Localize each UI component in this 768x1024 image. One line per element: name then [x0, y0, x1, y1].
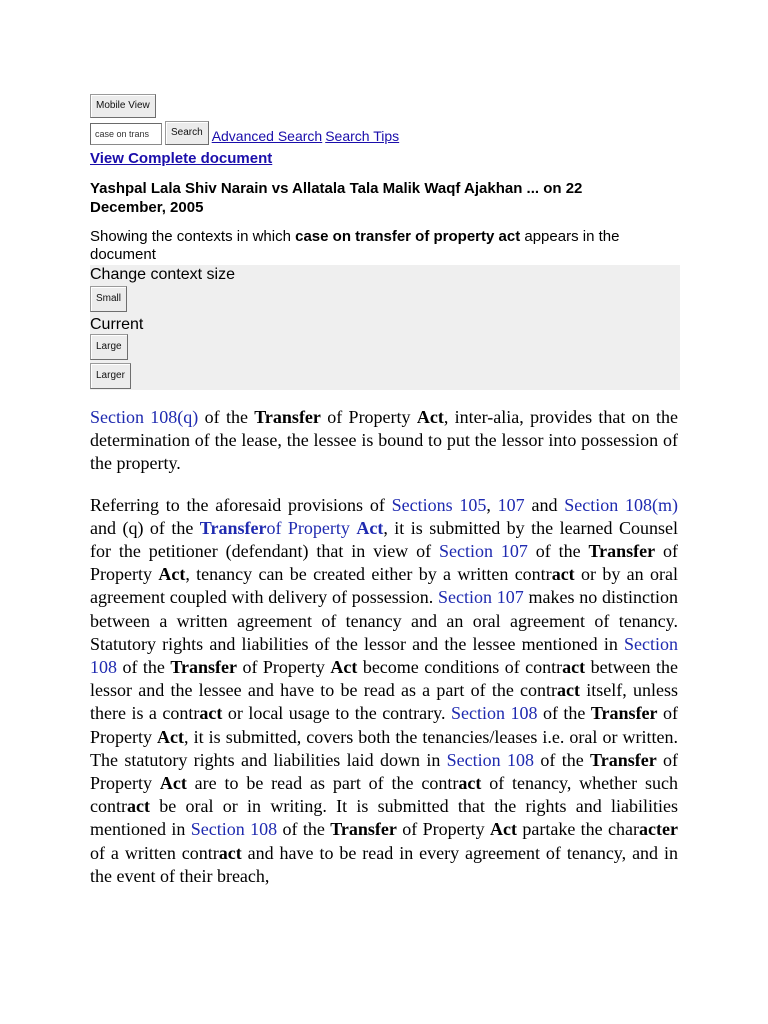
search-row [90, 121, 399, 145]
highlight-term: Transfer [588, 541, 656, 562]
context-query: case on transfer of property act [295, 228, 521, 245]
highlight-term: act [199, 703, 223, 724]
document-title: Yashpal Lala Shiv Narain vs Allatala Tala Malik Waqf Ajakhan ... on 22 December, 2005 [90, 180, 583, 216]
excerpt-text: and [524, 494, 565, 515]
large-context-button[interactable]: Large [90, 334, 128, 360]
excerpt-text: of Property [90, 749, 679, 794]
excerpt-text: of the [534, 749, 591, 770]
excerpt-text: , it is submitted by the learned Counsel for the petitioner (defendant) that in view of [90, 517, 679, 562]
excerpt-text: , inter-alia, provides that on the determination of the lease, the lessee is bound to put the lessor into possession of the property. [90, 407, 679, 474]
excerpt-text: of the [527, 541, 589, 562]
context-description [90, 228, 680, 264]
excerpt-text: of the [117, 657, 171, 678]
highlight-term: Act [416, 407, 444, 427]
search-input[interactable]: case on trans [90, 123, 162, 145]
excerpt-text: be oral or in writing. It is submitted that the rights and liabilities mentioned in [90, 796, 678, 840]
highlight-term: Transfer [590, 749, 657, 770]
excerpt-text: , it is submitted, covers both the tenancies/leases i.e. oral or written. The statutory rights and liabilities laid down in [90, 726, 678, 770]
section-link[interactable]: Section 108 [190, 819, 278, 840]
excerpt-text: of Property [396, 819, 490, 840]
excerpt-text: of the [198, 407, 255, 427]
document-excerpt [90, 406, 678, 906]
small-context-button[interactable]: Small [90, 286, 127, 312]
section-link[interactable]: Section 108 [450, 703, 538, 724]
change-context-size-label: Change context size [90, 266, 235, 283]
highlight-term: Transfer [330, 819, 397, 840]
highlight-term: Act [157, 726, 185, 747]
section-link[interactable]: Act [356, 517, 384, 538]
excerpt-text: of Property [320, 407, 417, 427]
highlight-term: Act [489, 819, 517, 840]
highlight-term: act [551, 564, 575, 585]
excerpt-text: of Property [90, 541, 679, 585]
larger-context-button[interactable]: Larger [90, 363, 131, 389]
excerpt-text: between the lessor and the lessee and have to be read as a part of the contr [90, 657, 678, 701]
section-link[interactable]: Section 108 [90, 633, 678, 678]
section-link[interactable]: Section 108 [446, 749, 535, 770]
search-button[interactable]: Search [165, 121, 209, 145]
excerpt-text: , [486, 494, 498, 515]
mobile-view-button[interactable]: Mobile View [90, 94, 156, 118]
excerpt-text: of Property [90, 703, 679, 747]
excerpt-text: or local usage to the contrary. [222, 703, 451, 724]
highlight-term: Transfer [170, 657, 238, 678]
section-link[interactable]: Section 108(q) [90, 407, 199, 427]
excerpt-text: partake the char [516, 819, 640, 840]
highlight-term: Transfer [254, 407, 321, 427]
highlight-term: act [126, 796, 150, 817]
highlight-term: Act [158, 564, 186, 585]
excerpt-text: , tenancy can be created either by a written contr [185, 564, 552, 585]
excerpt-text: of tenancy, whether such contr [90, 773, 678, 817]
excerpt-text: of a written contr [90, 842, 219, 863]
excerpt-paragraph [90, 406, 678, 476]
highlight-term: act [557, 680, 581, 701]
excerpt-text: of the [277, 819, 331, 840]
highlight-term: act [562, 657, 586, 678]
excerpt-text: itself, unless there is a contr [90, 680, 678, 724]
excerpt-paragraph [90, 494, 678, 888]
current-context-label: Current [90, 316, 144, 333]
section-link[interactable]: of Property [266, 517, 357, 538]
excerpt-text: and have to be read in every agreement of tenancy, and in the event of their breach, [90, 842, 678, 886]
section-link[interactable]: Section 107 [438, 541, 528, 562]
section-link[interactable]: Section 107 [437, 587, 524, 608]
highlight-term: act [458, 773, 482, 794]
excerpt-text: or by an oral agreement coupled with delivery of possession. [90, 564, 678, 608]
context-size-panel [90, 265, 680, 390]
highlight-term: acter [639, 819, 678, 840]
highlight-term: Act [159, 773, 187, 794]
excerpt-text: and (q) of the [90, 517, 200, 538]
section-link[interactable]: Section 108(m) [564, 494, 678, 515]
search-tips-link[interactable]: Search Tips [325, 128, 400, 144]
view-complete-document-link[interactable]: View Complete document [90, 150, 273, 167]
excerpt-text: Referring to the aforesaid provisions of [90, 494, 392, 515]
excerpt-text: of the [537, 703, 591, 724]
excerpt-text: of Property [237, 657, 331, 678]
highlight-term: Transfer [590, 703, 658, 724]
advanced-search-link[interactable]: Advanced Search [211, 128, 323, 144]
context-prefix: Showing the contexts in which [90, 228, 291, 245]
highlight-term: act [218, 842, 242, 863]
excerpt-text: are to be read as part of the contr [186, 773, 459, 794]
section-link[interactable]: Transfer [199, 517, 267, 538]
highlight-term: Act [330, 657, 358, 678]
excerpt-text: become conditions of contr [357, 657, 563, 678]
section-link[interactable]: 107 [497, 494, 525, 515]
excerpt-text: makes no distinction between a written agreement of tenancy and an oral agreement of tenancy. Statutory rights and liabilities of the lessor and the lessee mentioned in [90, 587, 678, 654]
section-link[interactable]: Sections 105 [391, 494, 487, 515]
context-suffix: appears in the document [90, 228, 620, 263]
